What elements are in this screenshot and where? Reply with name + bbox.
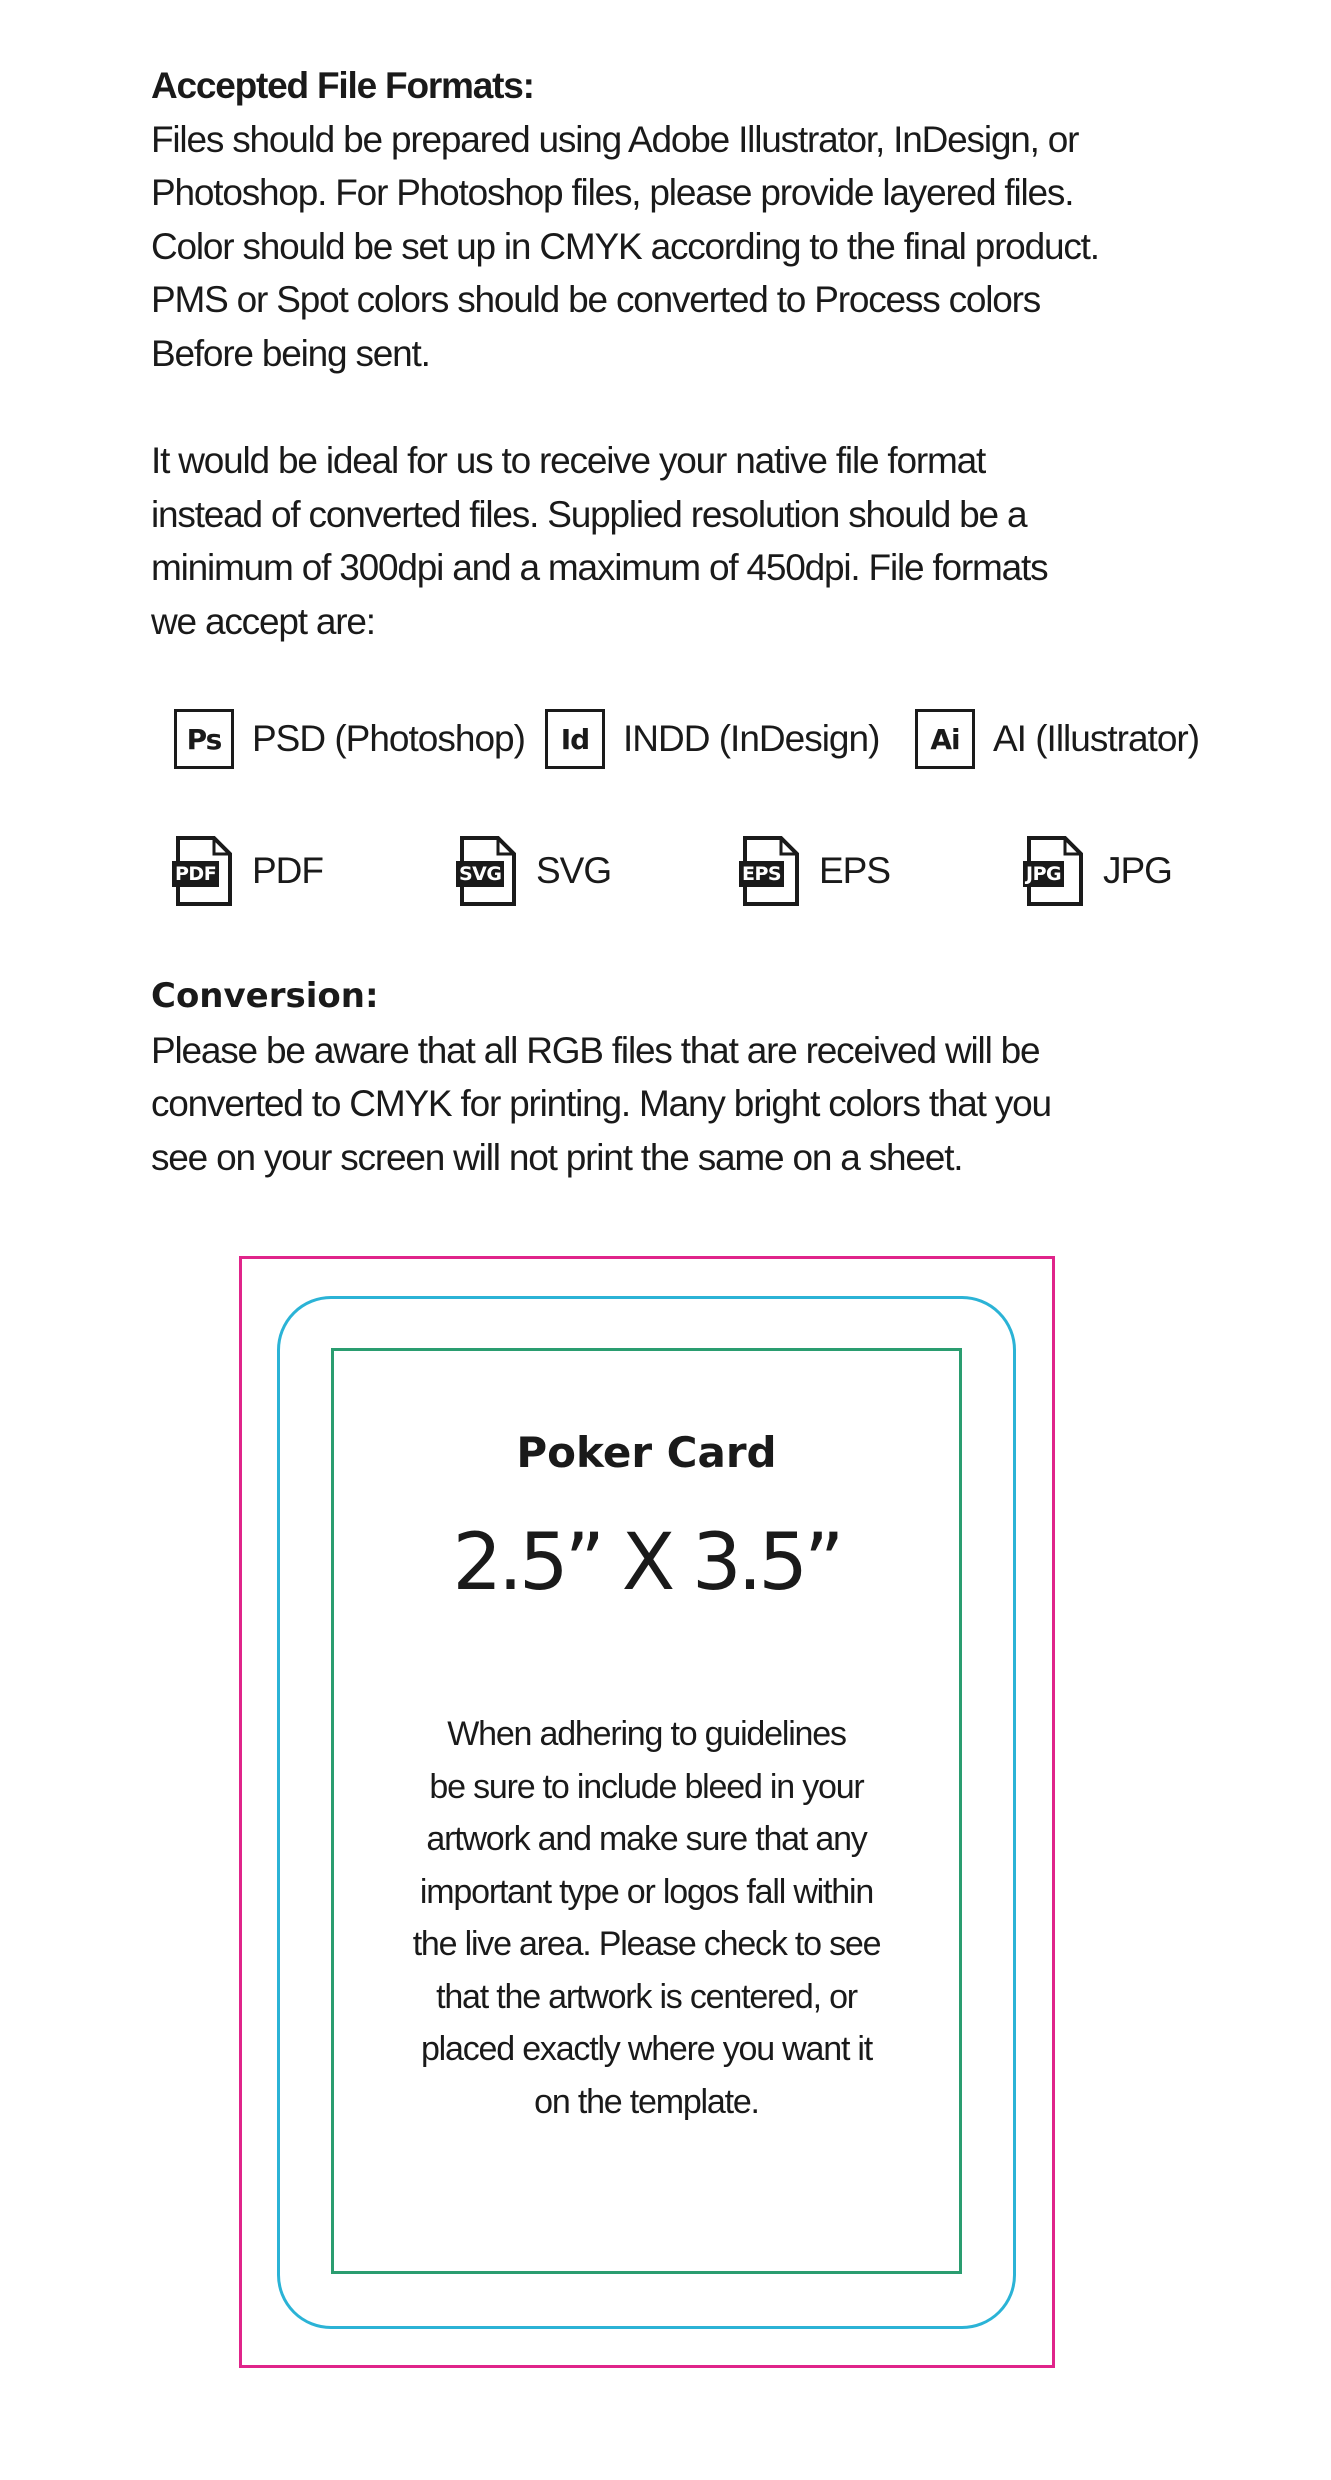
format-ai [915,709,1199,769]
svg-tag: SVG [456,861,504,887]
formats-line: Photoshop. For Photoshop files, please provide layered files. [151,172,1074,213]
format-label: SVG [536,850,612,891]
format-eps [741,836,890,906]
native-format-section [151,434,1211,648]
formats-line: Color should be set up in CMYK according to the final product. [151,225,1099,267]
format-label: JPG [1103,850,1172,891]
format-psd [174,709,525,769]
format-label: PDF [252,850,323,891]
format-label: EPS [819,850,891,891]
native-line: we accept are: [151,600,375,642]
jpg-tag: JPG [1023,861,1064,887]
pdf-tag: PDF [172,861,219,887]
conversion-section [151,970,1211,1184]
conversion-line: see on your screen will not print the same on a sheet. [151,1136,963,1178]
note-line: artwork and make sure that any [426,1820,867,1858]
format-svg [458,836,611,906]
format-jpg [1025,836,1172,906]
svg-file-icon [458,836,518,906]
jpg-file-icon [1025,836,1085,906]
format-label: PSD (Photoshop) [252,718,525,759]
conversion-line: converted to CMYK for printing. Many bright colors that you [151,1083,1051,1124]
card-title: Poker Card [516,1428,777,1477]
format-label: INDD (InDesign) [623,718,880,759]
illustrator-icon: Ai [915,709,975,769]
note-line: be sure to include bleed in your [429,1767,864,1806]
native-line: minimum of 300dpi and a maximum of 450dpi. File formats [151,547,1048,588]
format-label: AI (Illustrator) [993,718,1200,759]
accepted-formats-heading: Accepted File Formats: [151,65,534,106]
formats-line: Before being sent. [151,332,430,374]
note-line: When adhering to guidelines [447,1715,846,1753]
indesign-icon: Id [545,709,605,769]
pdf-file-icon [174,836,234,906]
conversion-line: Please be aware that all RGB files that are received will be [151,1029,1040,1071]
native-line: instead of converted files. Supplied resolution should be a [151,493,1027,535]
note-line: placed exactly where you want it [420,2030,873,2068]
note-line: on the template. [534,2082,759,2121]
formats-line: Files should be prepared using Adobe Illustrator, InDesign, or [151,118,1079,160]
eps-file-icon [741,836,801,906]
note-line: that the artwork is centered, or [436,1977,857,2016]
native-line: It would be ideal for us to receive your native file format [151,440,986,481]
conversion-heading: Conversion: [151,976,379,1016]
photoshop-icon: Ps [174,709,234,769]
format-indd [545,709,879,769]
note-line: the live area. Please check to see [412,1925,881,1963]
formats-line: PMS or Spot colors should be converted to Process colors [151,279,1041,320]
card-size: 2.5” X 3.5” [452,1518,841,1608]
card-guideline-note [376,1708,917,2128]
format-pdf [174,836,323,906]
eps-tag: EPS [739,861,784,887]
accepted-formats-section [151,59,1211,380]
note-line: important type or logos fall within [419,1872,874,1911]
